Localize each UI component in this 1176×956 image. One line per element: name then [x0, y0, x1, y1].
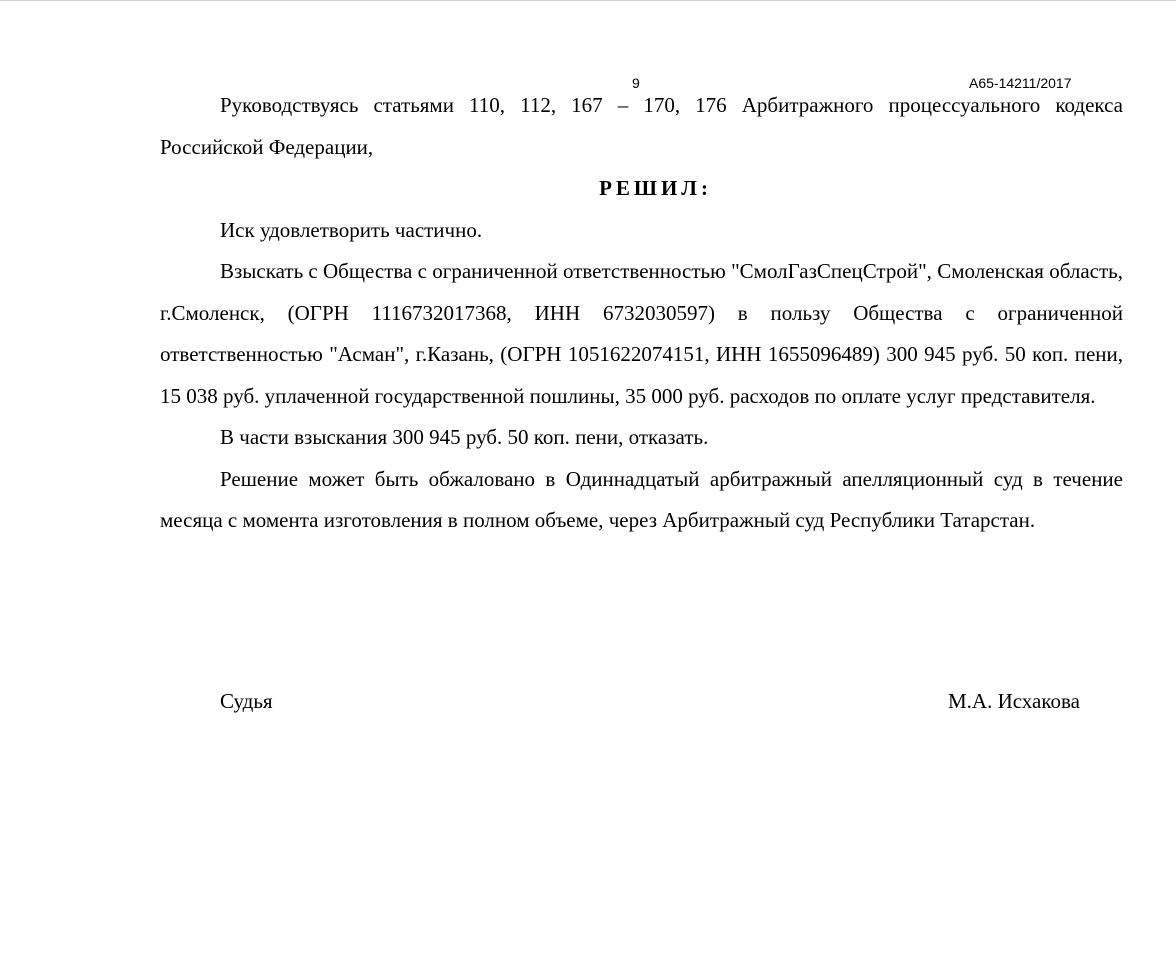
case-number: А65-14211/2017 — [969, 75, 1072, 91]
intro-paragraph: Руководствуясь статьями 110, 112, 167 – 170, 176 Арбитражного процессуального кодекса Российской Федерации, — [160, 93, 1123, 159]
decision-heading: РЕШИЛ: — [599, 176, 712, 200]
page-number: 9 — [632, 75, 640, 91]
paragraph: Иск удовлетворить частично. — [220, 217, 483, 242]
paragraph: Взыскать с Общества с ограниченной ответственностью "СмолГазСпецСтрой", Смоленская область, г.Смоленск, (ОГРН 1116732017368, ИНН 6732030597) в пользу Общества с ограниченной ответственностью "Асман", г.Казань, (ОГРН 1051622074151, ИНН 1655096489) 300 945 руб. 50 коп. пени, 15 038 руб. уплаченной государственной пошлины, 35 000 руб. расходов по оплате услуг представителя. — [160, 259, 1123, 408]
signature-title: Судья — [220, 689, 273, 713]
document-body — [160, 85, 1123, 542]
paragraph: В части взыскания 300 945 руб. 50 коп. пени, отказать. — [220, 425, 709, 449]
paragraph: Решение может быть обжаловано в Одиннадцатый арбитражный апелляционный суд в течение месяца с момента изготовления в полном объеме, через Арбитражный суд Республики Татарстан. — [160, 466, 1123, 532]
signature-name: М.А. Исхакова — [948, 689, 1080, 713]
